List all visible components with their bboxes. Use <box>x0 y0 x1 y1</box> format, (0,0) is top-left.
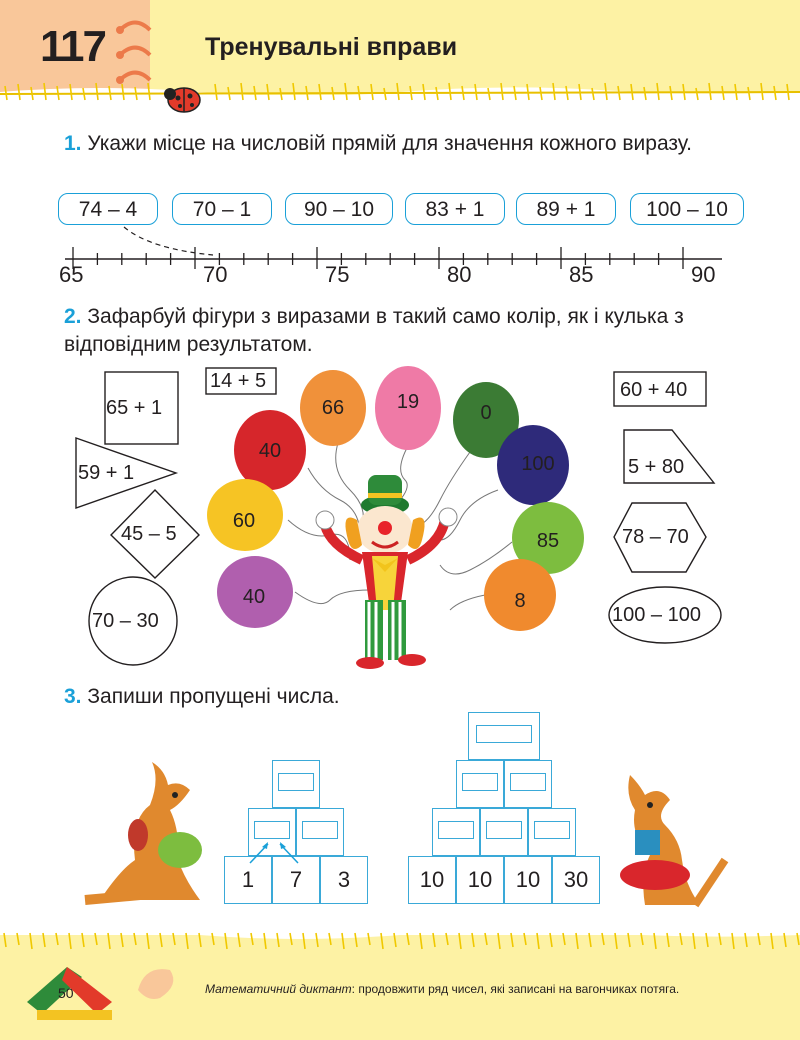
trapezoid-label: 5 + 80 <box>628 456 685 478</box>
expression-pill: 100 – 10 <box>630 193 744 225</box>
page-title: Тренувальні вправи <box>205 33 458 61</box>
number-line <box>0 225 800 270</box>
pyramid-base-value: 3 <box>337 867 351 892</box>
answer-box[interactable] <box>476 725 532 743</box>
task-2-instruction: Зафарбуй фігури з виразами в такий само колір, як і кулька з відповідним результатом. <box>64 305 684 356</box>
answer-box[interactable] <box>438 821 474 839</box>
rectangle-small-label: 14 + 5 <box>210 370 267 392</box>
hexagon-label: 78 – 70 <box>622 526 689 548</box>
rhombus-label: 45 – 5 <box>121 523 177 545</box>
clown-illustration <box>316 475 457 669</box>
balloon-label: 40 <box>258 440 282 462</box>
pyramid-base-value: 10 <box>419 867 445 892</box>
footer-note-rest: : продовжити ряд чисел, які записані на вагончиках потяга. <box>351 982 680 996</box>
task-1-text <box>64 130 754 158</box>
task-1-number: 1. <box>64 132 82 155</box>
answer-box[interactable] <box>510 773 546 791</box>
expression-pill: 74 – 4 <box>58 193 158 225</box>
triangle-label: 59 + 1 <box>78 462 135 484</box>
footer-note-italic: Математичний диктант <box>205 982 352 996</box>
task-3-text <box>64 683 340 711</box>
decorative-arcs <box>105 10 165 90</box>
number-line-label: 75 <box>325 262 350 287</box>
answer-box[interactable] <box>278 773 314 791</box>
expression-pill: 89 + 1 <box>516 193 616 225</box>
square-label: 65 + 1 <box>106 397 163 419</box>
grass-border-bottom <box>0 915 800 955</box>
answer-box[interactable] <box>254 821 290 839</box>
ellipse-label: 100 – 100 <box>612 604 701 626</box>
balloon-label: 60 <box>232 510 256 532</box>
answer-box[interactable] <box>462 773 498 791</box>
pyramid-base-value: 10 <box>467 867 493 892</box>
pyramid-base-value: 30 <box>563 867 589 892</box>
balloon-label: 66 <box>321 397 345 419</box>
page-number: 50 <box>58 985 74 1001</box>
number-line-label: 90 <box>691 262 716 287</box>
number-line-label: 85 <box>569 262 594 287</box>
expression-pill: 83 + 1 <box>405 193 505 225</box>
answer-box[interactable] <box>302 821 338 839</box>
balloon-label: 100 <box>521 453 555 475</box>
footer-note <box>205 982 745 997</box>
expression-pill: 70 – 1 <box>172 193 272 225</box>
circle-label: 70 – 30 <box>92 610 159 632</box>
balloon-label: 8 <box>514 590 526 612</box>
ladybug-icon <box>162 80 206 116</box>
kangaroo-right-illustration <box>610 765 730 910</box>
pyramid-base-value: 7 <box>289 867 303 892</box>
task-2-number: 2. <box>64 305 82 328</box>
kangaroo-left-illustration <box>80 750 215 910</box>
task-1-instruction: Укажи місце на числовій прямій для значення кожного виразу. <box>87 132 693 155</box>
pyramid-base-value: 10 <box>515 867 541 892</box>
balloon-label: 40 <box>242 586 266 608</box>
answer-box[interactable] <box>486 821 522 839</box>
task-3-instruction: Запиши пропущені числа. <box>87 685 340 708</box>
arrows-icon <box>240 838 320 868</box>
task-3-number: 3. <box>64 685 82 708</box>
balloon-label: 85 <box>536 530 560 552</box>
number-line-label: 80 <box>447 262 472 287</box>
lesson-number: 117 <box>40 22 105 71</box>
number-line-label: 70 <box>203 262 228 287</box>
balloon-label: 0 <box>480 402 492 424</box>
task-2-text <box>64 303 754 359</box>
number-line-label: 65 <box>59 262 84 287</box>
pyramid-base-value: 1 <box>241 867 255 892</box>
balloon-label: 19 <box>396 391 420 413</box>
rectangle-right-label: 60 + 40 <box>620 379 688 401</box>
leaf-icon <box>130 960 185 1005</box>
expression-pill: 90 – 10 <box>285 193 393 225</box>
answer-box[interactable] <box>534 821 570 839</box>
